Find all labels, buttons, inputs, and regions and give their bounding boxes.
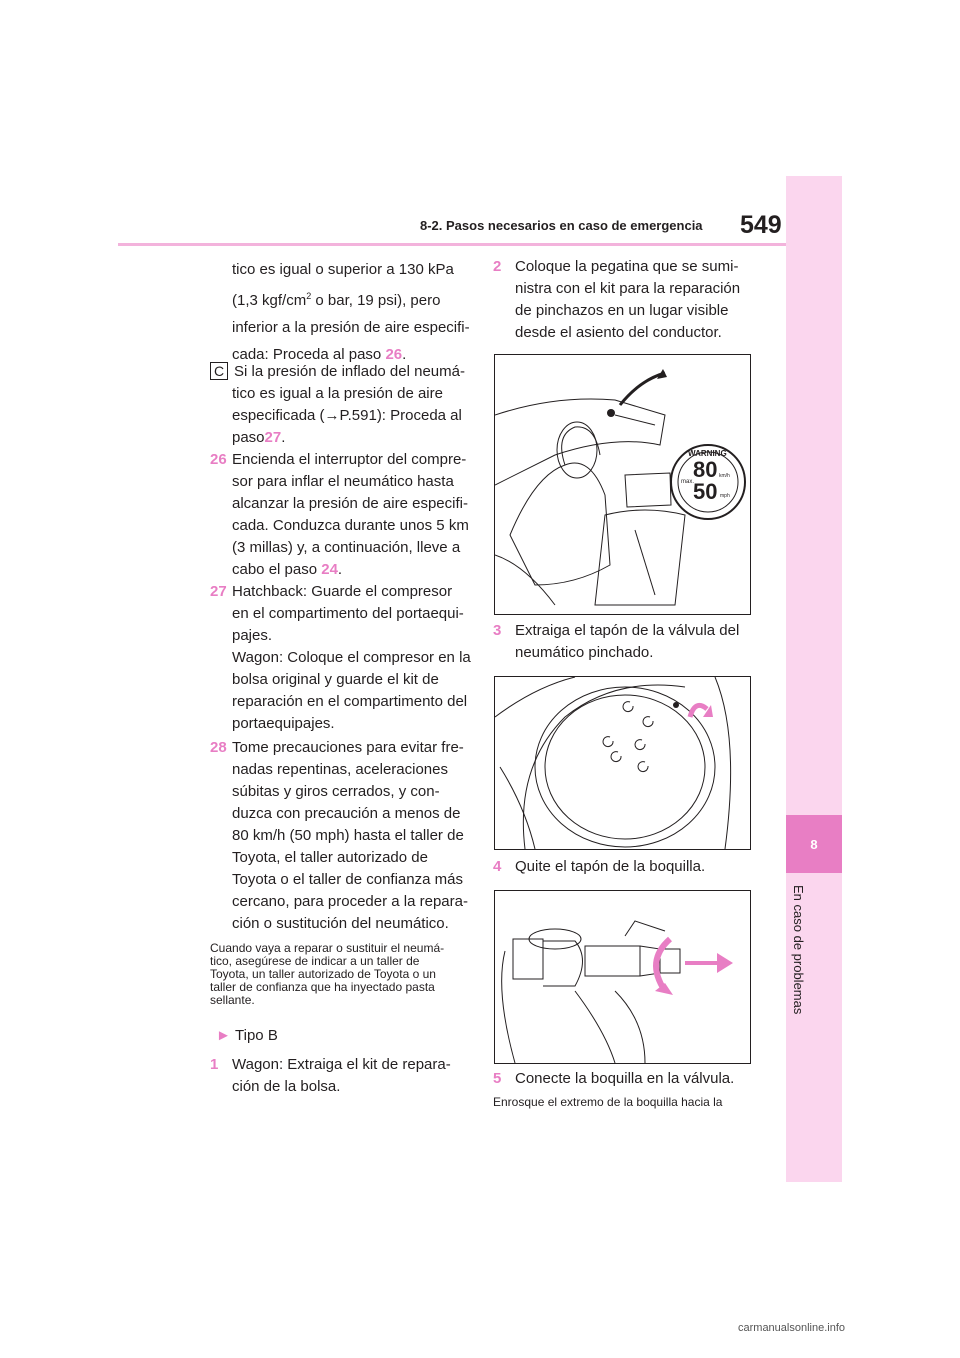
text-line: Toyota o el taller de confianza más	[232, 871, 463, 888]
text-line: 80 km/h (50 mph) hasta el taller de	[232, 827, 464, 844]
text-line: cada. Conduzca durante unos 5 km	[232, 517, 469, 534]
text-line: (3 millas) y, a continuación, lleve a	[232, 539, 461, 556]
text-line: reparación en el compartimento del	[232, 693, 468, 710]
text-line: bolsa original y guarde el kit de	[232, 671, 439, 688]
text-line: nistra con el kit para la reparación	[515, 280, 741, 297]
figure-sticker-placement	[494, 354, 751, 615]
text-line: portaequipajes.	[232, 715, 335, 732]
text-line: paso27.	[232, 429, 286, 446]
figure-valve-cap	[494, 676, 751, 850]
header-rule	[118, 243, 786, 246]
chapter-number-box	[786, 815, 842, 873]
note-line: Toyota, un taller autorizado de Toyota o un	[210, 967, 436, 981]
repair-note	[210, 942, 490, 1007]
left-continuation	[210, 256, 480, 368]
note-line: sellante.	[210, 993, 255, 1007]
step-27: 27 Hatchback: Guarde el compresor en el compartimento del portaequi- pajes. Wagon: Coloque el compresor en la bolsa original y guarde el kit de reparación en el compartimento del portaequipajes.	[210, 581, 490, 735]
note-line: taller de confianza que ha inyectado pasta	[210, 980, 435, 994]
arrow-right-icon: ►	[216, 1027, 231, 1044]
sticker-unit-kmh: km/h	[719, 473, 730, 479]
step-number: 3	[493, 622, 502, 639]
text-line: inferior a la presión de aire especifi-	[232, 319, 470, 336]
step-reference[interactable]: 26	[385, 346, 403, 363]
step-number: 26	[210, 451, 227, 468]
tipo-b-heading: ► Tipo B	[216, 1027, 278, 1044]
wheel-illustration	[495, 677, 750, 849]
text-line: ción o sustitución del neumático.	[232, 915, 449, 932]
step-2: 2 Coloque la pegatina que se sumi- nistra con el kit para la reparación de pinchazos en un lugar visible desde el asiento del conductor.	[493, 256, 763, 344]
sticker-max: max.	[681, 479, 695, 485]
option-c-label: C	[210, 362, 228, 380]
text-line: súbitas y giros cerrados, y con-	[232, 783, 440, 800]
step-number: 4	[493, 858, 502, 875]
text-line: tico es igual o superior a 130 kPa	[232, 261, 454, 278]
sticker-speed-kmh: 80	[693, 457, 718, 482]
option-c	[210, 361, 490, 449]
text-line: pajes.	[232, 627, 273, 644]
step-3: 3 Extraiga el tapón de la válvula del neumático pinchado.	[493, 620, 763, 664]
step-5: 5 Conecte la boquilla en la válvula.	[493, 1068, 763, 1090]
note-line: Cuando vaya a reparar o sustituir el neumá-	[210, 941, 445, 955]
text-line: alcanzar la presión de aire especifi-	[232, 495, 468, 512]
step-number: 5	[493, 1070, 502, 1087]
step-number: 2	[493, 258, 502, 275]
section-title: 8-2. Pasos necesarios en caso de emergencia	[420, 218, 703, 233]
text-line: C Si la presión de inflado del neumá-	[210, 361, 490, 383]
step-number: 28	[210, 739, 227, 756]
step-reference[interactable]: 24	[321, 561, 338, 578]
text-line: Wagon: Coloque el compresor en la	[232, 649, 471, 666]
text-line: de pinchazos en un lugar visible	[515, 302, 729, 319]
text-line: cada: Proceda al paso 26.	[232, 346, 407, 363]
text-line: cercano, para proceder a la repara-	[232, 893, 468, 910]
chapter-title: En caso de problemas	[791, 885, 806, 1015]
sticker-speed-mph: 50	[693, 479, 718, 504]
page-number: 549	[740, 211, 782, 239]
text-line: sor para inflar el neumático hasta	[232, 473, 454, 490]
text-line: Toyota, el taller autorizado de	[232, 849, 428, 866]
text-line: en el compartimento del portaequi-	[232, 605, 464, 622]
step-28: 28 Tome precauciones para evitar fre- nadas repentinas, aceleraciones súbitas y giros cerrados, y con- duzca con precaución a menos de 80 km/h (50 mph) hasta el taller de Toyota, el taller autorizado de Toyota o el taller de confianza más cercano, para proceder a la repara- ción o sustitución del neumático.	[210, 737, 495, 935]
text-line: ción de la bolsa.	[232, 1078, 341, 1095]
step-5-note: Enrosque el extremo de la boquilla hacia la	[493, 1095, 723, 1109]
text-line: duzca con precaución a menos de	[232, 805, 461, 822]
step-number: 1	[210, 1056, 219, 1073]
step-reference[interactable]: 27	[264, 429, 282, 446]
text-line: neumático pinchado.	[515, 644, 654, 661]
step-4: 4 Quite el tapón de la boquilla.	[493, 856, 763, 878]
step-26: 26 Encienda el interruptor del compre- sor para inflar el neumático hasta alcanzar la presión de aire especifi- cada. Conduzca durante unos 5 km (3 millas) y, a continuación, lleve a cabo el paso 24.	[210, 449, 490, 581]
text-line: tico es igual a la presión de aire	[232, 385, 443, 402]
nozzle-illustration	[495, 891, 750, 1063]
text-line: desde el asiento del conductor.	[515, 324, 722, 341]
text-line: nadas repentinas, aceleraciones	[232, 761, 448, 778]
text-line: (1,3 kgf/$cm^2$ o bar, 19 psi), pero	[232, 291, 441, 309]
step-1: 1 Wagon: Extraiga el kit de repara- ción de la bolsa.	[210, 1054, 490, 1098]
text-line: especificada (→P.591): Proceda al	[232, 407, 462, 424]
watermark: carmanualsonline.info	[738, 1322, 846, 1334]
note-line: tico, asegúrese de indicar a un taller de	[210, 954, 420, 968]
figure-nozzle-cap	[494, 890, 751, 1064]
step-number: 27	[210, 583, 227, 600]
chapter-number: 8	[810, 836, 818, 852]
text-line: cabo el paso 24.	[232, 561, 343, 578]
sticker-warning-text: WARNING	[688, 449, 727, 458]
sticker-unit-mph: mph	[720, 493, 730, 499]
